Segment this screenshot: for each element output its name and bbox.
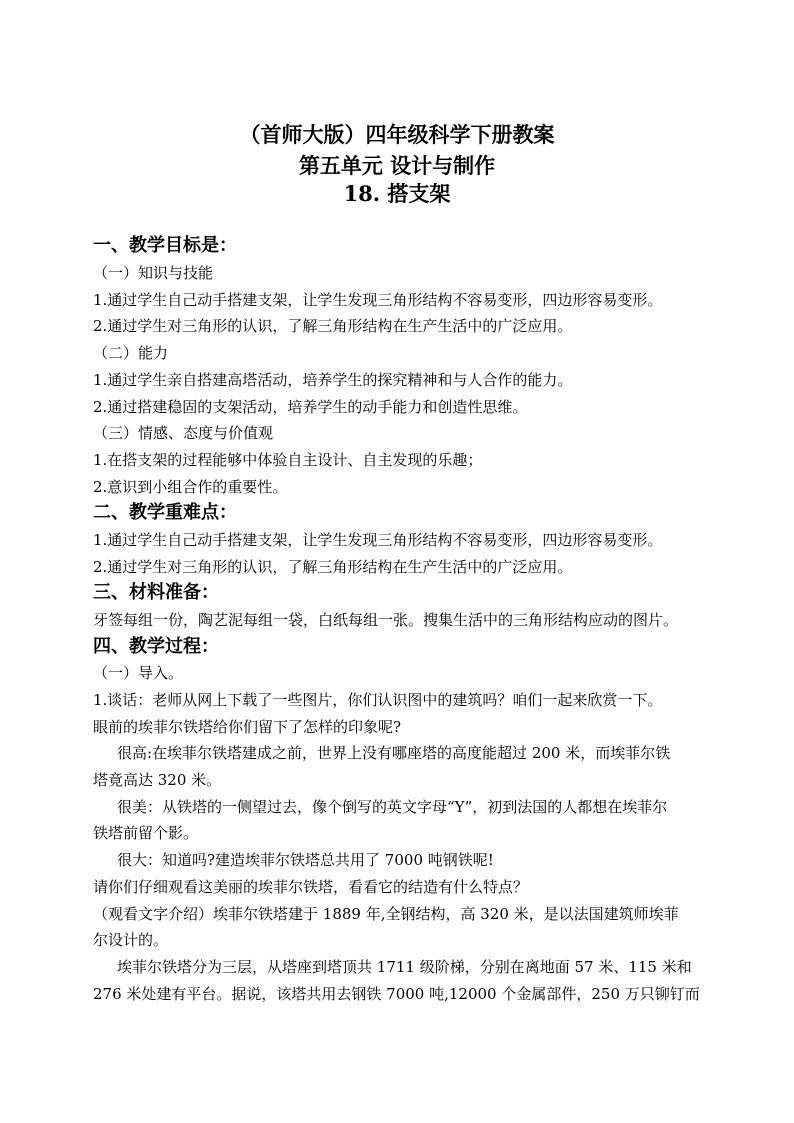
subsection-heading: （一）导入。 — [93, 664, 184, 682]
section-heading-objectives: 一、教学目标是： — [93, 235, 237, 256]
paragraph-line: 铁塔前留个影。 — [93, 824, 199, 842]
paragraph-line: 1.在搭支架的过程能够中体验自主设计、自主发现的乐趣； — [93, 451, 483, 469]
paragraph-line: （观看文字介绍）埃菲尔铁塔建于 1889 年,全钢结构，高 320 米，是以法国建筑师埃菲 — [93, 905, 679, 923]
paragraph-line: 1.通过学生亲自搭建高塔活动，培养学生的探究精神和与人合作的能力。 — [93, 371, 573, 389]
paragraph-line: 很大：知道吗?建造埃菲尔铁塔总共用了 7000 吨钢铁呢! — [117, 851, 494, 869]
subsection-heading: （一）知识与技能 — [93, 264, 214, 282]
unit-title: 第五单元 设计与制作 — [298, 153, 496, 178]
paragraph-line: 眼前的埃菲尔铁塔给你们留下了怎样的印象呢? — [93, 718, 402, 736]
subsection-heading: （三）情感、态度与价值观 — [93, 424, 274, 442]
paragraph-line: 276 米处建有平台。据说，该塔共用去钢铁 7000 吨,12000 个金属部件，250 万只铆钉而 — [93, 985, 700, 1003]
paragraph-line: 1.通过学生自己动手搭建支架，让学生发现三角形结构不容易变形，四边形容易变形。 — [93, 291, 663, 309]
paragraph-line: 埃菲尔铁塔分为三层，从塔座到塔顶共 1711 级阶梯，分别在离地面 57 米、115 米和 — [117, 958, 692, 976]
paragraph-line: 牙签每组一份，陶艺泥每组一袋，白纸每组一张。搜集生活中的三角形结构应动的图片。 — [93, 611, 679, 629]
paragraph-line: 塔竟高达 320 米。 — [93, 771, 222, 789]
paragraph-line: 1.通过学生自己动手搭建支架，让学生发现三角形结构不容易变形，四边形容易变形。 — [93, 531, 663, 549]
lesson-title: 18. 搭支架 — [343, 181, 451, 206]
paragraph-line: 请你们仔细观看这美丽的埃菲尔铁塔，看看它的结造有什么特点？ — [93, 878, 529, 896]
section-heading-materials: 三、材料准备： — [93, 582, 219, 603]
paragraph-line: 尔设计的。 — [93, 931, 169, 949]
section-heading-key-points: 二、教学重难点： — [93, 502, 237, 523]
paragraph-line: 2.通过搭建稳固的支架活动，培养学生的动手能力和创造性思维。 — [93, 398, 528, 416]
doc-title: （首师大版）四年级科学下册教案 — [239, 122, 555, 147]
paragraph-line: 1.谈话：老师从网上下载了一些图片，你们认识图中的建筑吗？咱们一起来欣赏一下。 — [93, 691, 663, 709]
paragraph-line: 2.意识到小组合作的重要性。 — [93, 478, 288, 496]
paragraph-line: 很美：从铁塔的一侧望过去，像个倒写的英文字母“Y”，初到法国的人都想在埃菲尔 — [117, 798, 668, 816]
subsection-heading: （二）能力 — [93, 344, 169, 362]
paragraph-line: 2.通过学生对三角形的认识，了解三角形结构在生产生活中的广泛应用。 — [93, 558, 573, 576]
paragraph-line: 很高:在埃菲尔铁塔建成之前，世界上没有哪座塔的高度能超过 200 米，而埃菲尔铁 — [117, 744, 671, 762]
section-heading-process: 四、教学过程： — [93, 636, 219, 657]
paragraph-line: 2.通过学生对三角形的认识，了解三角形结构在生产生活中的广泛应用。 — [93, 317, 573, 335]
